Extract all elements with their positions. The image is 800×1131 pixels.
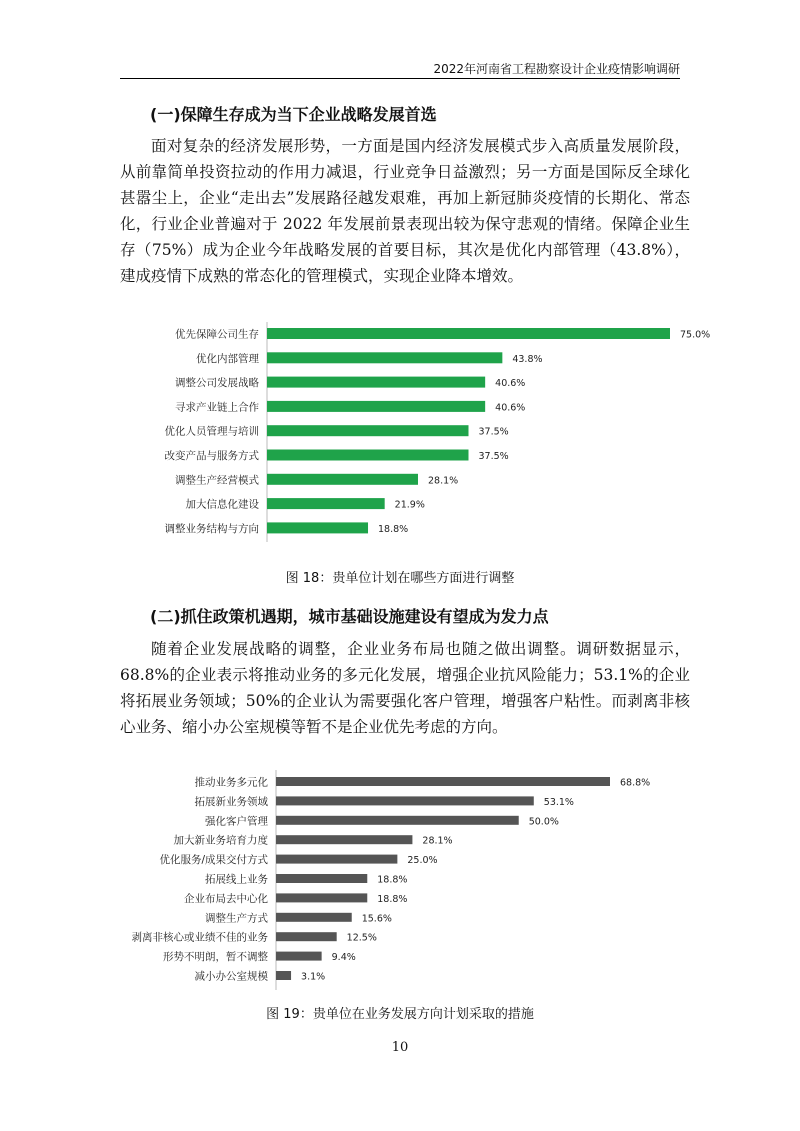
page-header: 2022年河南省工程勘察设计企业疫情影响调研: [433, 62, 680, 76]
data-label: 37.5%: [478, 451, 509, 462]
section2-paragraph: 随着企业发展战略的调整，企业业务布局也随之做出调整。调研数据显示，68.8%的企业表示将推动业务的多元化发展，增强企业抗风险能力；53.1%的企业将拓展业务领域；50%的企业认为需要强化客户管理，增强客户粘性。而剥离非核心业务、缩小办公室规模等暂不是企业优先考虑的方向。: [120, 640, 690, 736]
figure19-caption: 图 19：贵单位在业务发展方向计划采取的措施: [266, 1007, 534, 1022]
bar: [276, 913, 352, 922]
bar: [276, 971, 291, 980]
bar: [276, 816, 519, 825]
data-label: 50.0%: [528, 816, 559, 828]
bar: [276, 952, 322, 961]
data-label: 40.6%: [495, 378, 526, 390]
bar: [276, 777, 610, 786]
bar: [276, 874, 367, 883]
section1-heading: (一)保障生存成为当下企业战略发展首选: [150, 105, 437, 124]
category-label: 加大信息化建设: [185, 498, 259, 511]
bar: [276, 932, 337, 941]
bar: [267, 450, 469, 461]
category-label: 优化服务/成果交付方式: [159, 854, 268, 867]
data-label: 18.8%: [378, 523, 409, 535]
category-label: 调整生产方式: [205, 912, 268, 925]
bar: [276, 855, 397, 864]
category-label: 企业布局去中心化: [184, 892, 268, 905]
bar: [276, 893, 367, 902]
bar: [267, 352, 502, 363]
data-label: 75.0%: [680, 329, 711, 341]
data-label: 40.6%: [495, 402, 526, 414]
bar: [267, 425, 469, 436]
bar: [276, 796, 534, 805]
category-label: 拓展线上业务: [205, 873, 268, 886]
category-label: 剥离非核心或业绩不佳的业务: [131, 931, 268, 944]
data-label: 3.1%: [301, 971, 326, 983]
data-label: 15.6%: [361, 913, 392, 925]
category-label: 调整公司发展战略: [175, 377, 259, 390]
section2-heading: (二)抓住政策机遇期，城市基础设施建设有望成为发力点: [150, 607, 549, 626]
category-label: 优先保障公司生存: [175, 328, 259, 341]
data-label: 53.1%: [543, 796, 574, 808]
category-label: 调整生产经营模式: [175, 474, 259, 487]
bar: [267, 498, 385, 509]
data-label: 43.8%: [512, 353, 543, 365]
category-label: 拓展新业务领域: [194, 795, 268, 808]
section1-paragraph: 面对复杂的经济发展形势，一方面是国内经济发展模式步入高质量发展阶段，从前靠简单投资拉动的作用力减退，行业竞争日益激烈；另一方面是国际反全球化甚嚣尘上，企业“走出去”发展路径越发艰难，再加上新冠肺炎疫情的长期化、常态化，行业企业普遍对于 2022 年发展前景表现出较为保守悲观的情绪。保障企业生存（75%）成为企业今年战略发展的首要目标，其次是优化内部管理（43.8%），建成疫情下成熟的常态化的管理模式，实现企业降本增效。: [120, 137, 690, 285]
data-label: 28.1%: [427, 475, 459, 487]
bar: [276, 835, 412, 844]
data-label: 28.1%: [422, 835, 453, 847]
data-label: 18.8%: [377, 893, 408, 905]
data-label: 9.4%: [331, 952, 356, 964]
data-label: 25.0%: [407, 855, 438, 867]
category-label: 推动业务多元化: [194, 776, 268, 789]
category-label: 形势不明朗，暂不调整: [163, 951, 268, 964]
category-label: 减小办公室规模: [194, 970, 268, 983]
bar: [267, 522, 368, 533]
page-number: 10: [391, 1040, 409, 1055]
category-label: 寻求产业链上合作: [175, 401, 259, 414]
category-label: 强化客户管理: [205, 815, 268, 828]
data-label: 12.5%: [346, 932, 377, 944]
chart-figure18: [0, 322, 800, 542]
bar: [267, 474, 418, 485]
category-label: 改变产品与服务方式: [164, 450, 259, 462]
category-label: 优化内部管理: [196, 352, 259, 365]
bar: [267, 328, 670, 339]
category-label: 加大新业务培育力度: [173, 834, 268, 847]
header-divider: [120, 78, 680, 79]
figure18-caption: 图 18：贵单位计划在哪些方面进行调整: [285, 571, 515, 586]
category-label: 优化人员管理与培训: [164, 425, 259, 438]
data-label: 37.5%: [478, 426, 509, 438]
category-label: 调整业务结构与方向: [164, 522, 259, 535]
data-label: 68.8%: [620, 777, 651, 789]
data-label: 18.8%: [377, 874, 408, 886]
bar: [267, 377, 485, 388]
chart-figure19: [0, 770, 800, 990]
bar: [267, 401, 485, 412]
data-label: 21.9%: [394, 499, 425, 511]
